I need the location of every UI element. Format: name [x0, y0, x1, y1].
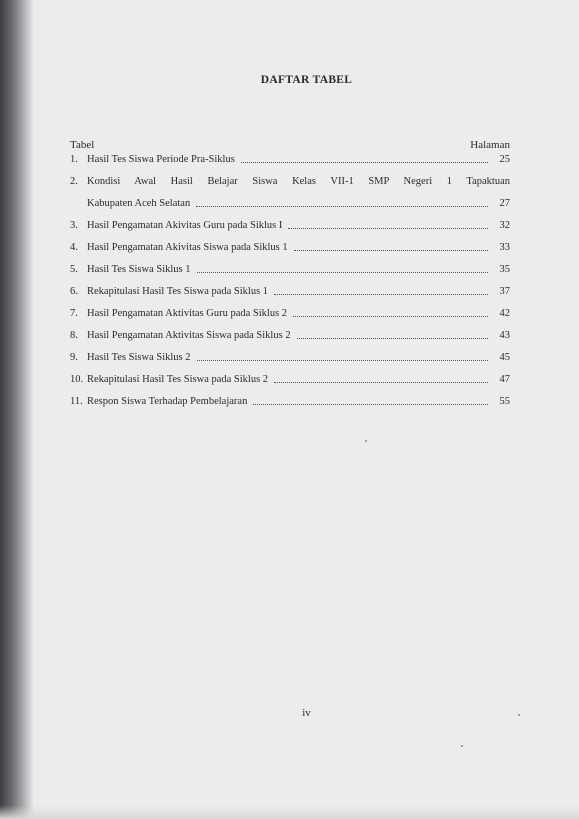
list-item — [70, 308, 510, 320]
entry-page: 37 — [499, 286, 510, 297]
entry-number: 10. — [70, 374, 84, 385]
list-item — [70, 352, 510, 364]
entry-number: 9. — [70, 352, 78, 363]
column-header-tabel: Tabel — [70, 139, 95, 151]
entry-page: 27 — [499, 198, 510, 209]
entry-page: 42 — [499, 308, 510, 319]
column-header-halaman: Halaman — [470, 139, 510, 151]
entry-page: 45 — [499, 352, 510, 363]
entry-label: Hasil Pengamatan Akivitas Siswa pada Siklus 1 — [87, 242, 288, 253]
dot-leader — [253, 404, 488, 405]
scan-bottom-shadow — [0, 805, 579, 819]
list-item — [70, 220, 510, 232]
dot-leader — [197, 272, 489, 273]
dot-leader — [293, 316, 488, 317]
scan-speck — [518, 714, 520, 716]
entry-label: Hasil Pengamatan Aktivitas Siswa pada Siklus 2 — [87, 330, 291, 341]
entry-page: 47 — [499, 374, 510, 385]
entry-page: 43 — [499, 330, 510, 341]
entry-label-line1: Kondisi Awal Hasil Belajar Siswa Kelas VII-1 SMP Negeri 1 Tapaktuan — [87, 176, 510, 187]
entry-page: 32 — [499, 220, 510, 231]
entry-number: 7. — [70, 308, 78, 319]
entry-label: Respon Siswa Terhadap Pembelajaran — [87, 396, 248, 407]
dot-leader — [241, 162, 488, 163]
list-item — [70, 286, 510, 298]
list-item — [70, 242, 510, 254]
scan-speck — [461, 745, 463, 747]
entry-label: Hasil Pengamatan Akivitas Guru pada Siklus I — [87, 220, 283, 231]
list-item — [70, 374, 510, 386]
entry-label: Hasil Tes Siswa Siklus 1 — [87, 264, 191, 275]
entry-label: Hasil Tes Siswa Periode Pra-Siklus — [87, 154, 235, 165]
dot-leader — [274, 294, 488, 295]
dot-leader — [197, 360, 489, 361]
list-item — [70, 396, 510, 408]
page-number: iv — [302, 707, 311, 719]
entry-page: 55 — [499, 396, 510, 407]
entry-number: 2. — [70, 176, 78, 187]
dot-leader — [294, 250, 488, 251]
entry-label: Rekapitulasi Hasil Tes Siswa pada Siklus 1 — [87, 286, 269, 297]
dot-leader — [288, 228, 488, 229]
document-page — [34, 0, 579, 819]
scan-speck — [365, 440, 367, 442]
entry-number: 1. — [70, 154, 78, 165]
dot-leader — [297, 338, 488, 339]
entry-label: Rekapitulasi Hasil Tes Siswa pada Siklus 2 — [87, 374, 269, 385]
list-item — [70, 176, 510, 210]
entry-label: Hasil Pengamatan Aktivitas Guru pada Siklus 2 — [87, 308, 288, 319]
dot-leader — [196, 206, 488, 207]
list-item — [70, 264, 510, 276]
entry-page: 33 — [499, 242, 510, 253]
entry-label-line2: Kabupaten Aceh Selatan — [87, 198, 191, 209]
entry-number: 11. — [70, 396, 83, 407]
list-item — [70, 330, 510, 342]
column-header — [70, 139, 510, 151]
entry-number: 6. — [70, 286, 78, 297]
entry-number: 5. — [70, 264, 78, 275]
entry-page: 35 — [499, 264, 510, 275]
page-title: DAFTAR TABEL — [260, 74, 353, 86]
entry-page: 25 — [499, 154, 510, 165]
dot-leader — [274, 382, 488, 383]
entry-label: Hasil Tes Siswa Siklus 2 — [87, 352, 191, 363]
entry-number: 8. — [70, 330, 78, 341]
table-of-tables — [70, 154, 510, 408]
list-item — [70, 154, 510, 166]
entry-number: 4. — [70, 242, 78, 253]
entry-number: 3. — [70, 220, 78, 231]
scan-binding-shadow — [0, 0, 34, 819]
